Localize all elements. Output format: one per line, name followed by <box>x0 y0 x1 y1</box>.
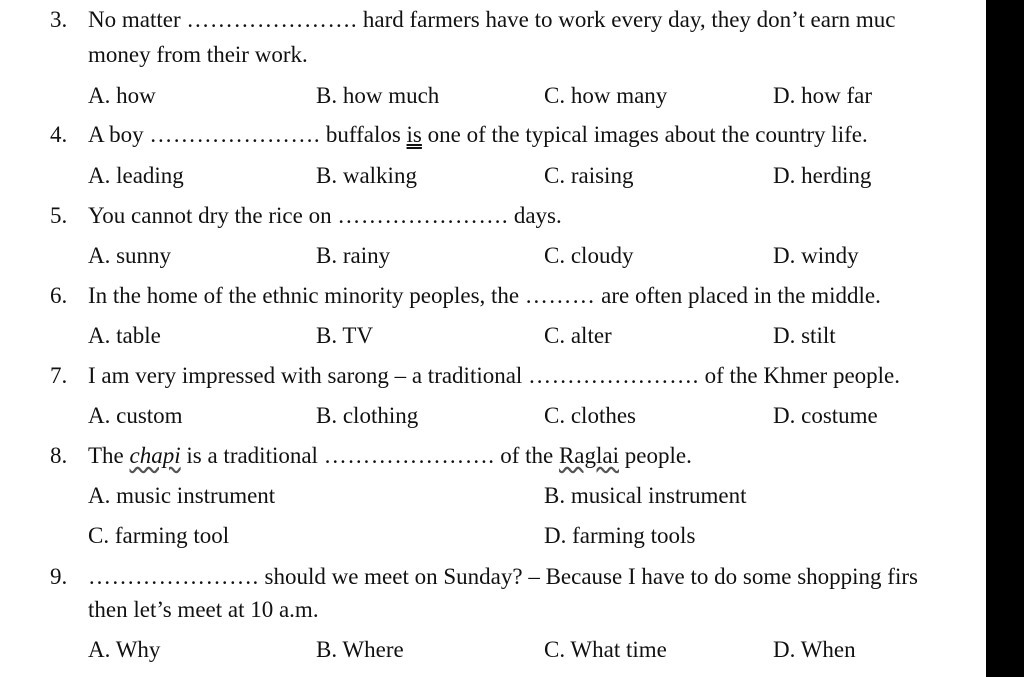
question-stem: No matter …………………. hard farmers have to work every day, they don’t earn muc <box>88 7 896 32</box>
option-b: B. clothing <box>316 403 419 428</box>
question-number: 3. <box>50 7 68 32</box>
question-stem: You cannot dry the rice on …………………. days. <box>88 203 562 228</box>
option-a: A. table <box>88 323 161 348</box>
option-c: C. clothes <box>544 403 636 428</box>
question-number: 9. <box>50 564 68 589</box>
option-b: B. musical instrument <box>544 483 747 508</box>
question-stem: …………………. should we meet on Sunday? – Because I have to do some shopping firs <box>88 564 918 589</box>
answer-blank: ……… <box>524 283 596 308</box>
option-b: B. how much <box>316 83 440 108</box>
underlined-term: Raglai <box>558 443 620 468</box>
question-number: 6. <box>50 283 68 308</box>
answer-blank: …………………. <box>88 564 259 589</box>
question-stem-continuation: money from their work. <box>88 42 308 67</box>
option-a: A. sunny <box>88 243 172 268</box>
question-number: 7. <box>50 363 68 388</box>
answer-blank: …………………. <box>337 203 509 228</box>
option-c: C. cloudy <box>544 243 634 268</box>
option-b: B. rainy <box>316 243 391 268</box>
option-d: D. herding <box>773 163 872 188</box>
option-d: D. stilt <box>773 323 836 348</box>
italic-term: chapi <box>129 443 181 468</box>
question-stem: The chapi is a traditional …………………. of the Raglai people. <box>88 443 692 468</box>
answer-blank: …………………. <box>528 363 699 388</box>
question-number: 5. <box>50 203 68 228</box>
option-a: A. custom <box>88 403 183 428</box>
option-c: C. farming tool <box>88 523 230 548</box>
question-stem-continuation: then let’s meet at 10 a.m. <box>88 597 319 622</box>
option-a: A. how <box>88 83 156 108</box>
answer-blank: …………………. <box>323 443 495 468</box>
option-d: D. costume <box>773 403 878 428</box>
option-d: D. windy <box>773 243 859 268</box>
option-d: D. farming tools <box>544 523 696 548</box>
question-stem: A boy …………………. buffalos is one of the typical images about the country life. <box>88 122 868 147</box>
option-b: B. walking <box>316 163 417 188</box>
option-d: D. When <box>773 637 856 662</box>
option-a: A. music instrument <box>88 483 276 508</box>
question-number: 4. <box>50 122 68 147</box>
option-c: C. how many <box>544 83 668 108</box>
option-c: C. raising <box>544 163 634 188</box>
question-stem: In the home of the ethnic minority peoples, the ……… are often placed in the middle. <box>88 283 881 308</box>
option-a: A. Why <box>88 637 161 662</box>
option-a: A. leading <box>88 163 184 188</box>
question-stem: I am very impressed with sarong – a traditional …………………. of the Khmer people. <box>88 363 901 388</box>
underlined-word: is <box>406 122 422 147</box>
answer-blank: …………………. <box>149 122 321 147</box>
option-b: B. TV <box>316 323 374 348</box>
question-number: 8. <box>50 443 68 468</box>
option-c: C. What time <box>544 637 667 662</box>
option-d: D. how far <box>773 83 872 108</box>
answer-blank: …………………. <box>186 7 358 32</box>
option-b: B. Where <box>316 637 404 662</box>
option-c: C. alter <box>544 323 612 348</box>
